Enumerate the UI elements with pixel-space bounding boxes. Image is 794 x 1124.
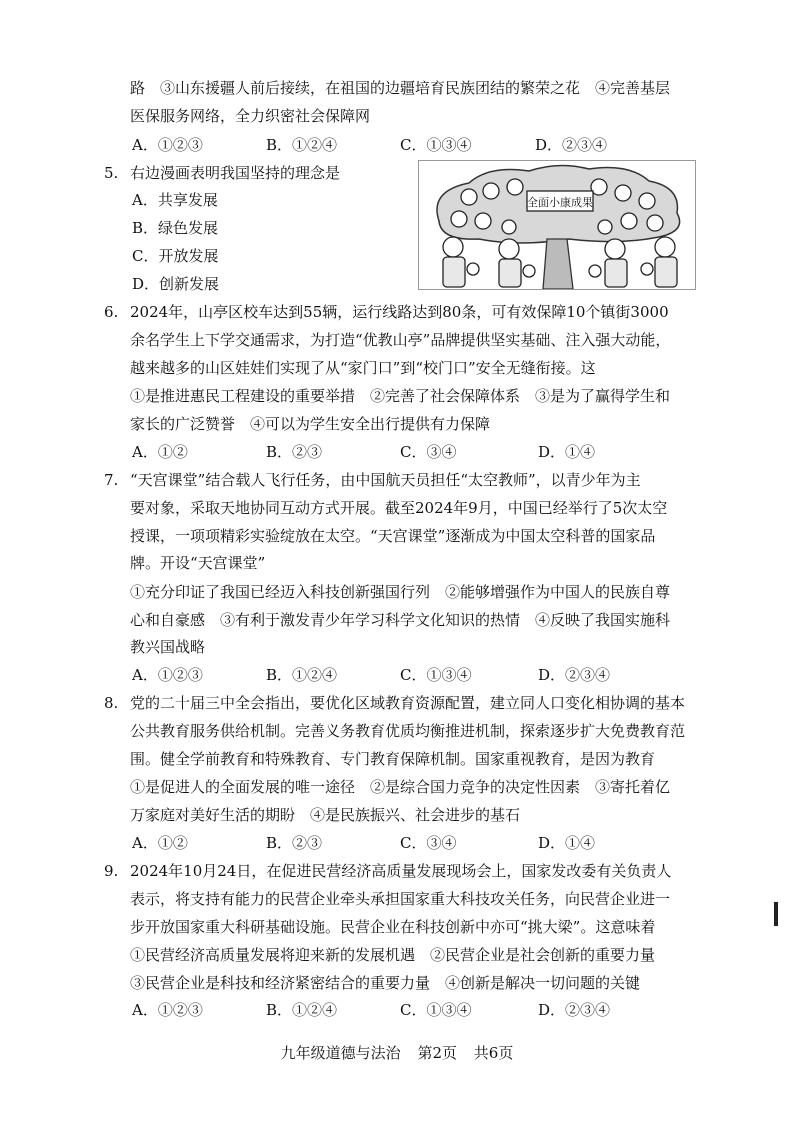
q5-option-b: B．绿色发展 (132, 219, 219, 237)
q9-option-b: B．①②④ (266, 1001, 338, 1019)
q7-line-5: ①充分印证了我国已经迈入科技创新强国行列 ②能够增强作为中国人的民族自尊 (130, 583, 671, 601)
q5-number: 5. (104, 164, 119, 182)
q8-option-d: D．①④ (538, 834, 596, 852)
q4-line-2: 医保服务网络，全力织密社会保障网 (130, 107, 371, 125)
q6-option-d: D．①④ (538, 443, 596, 461)
q8-line-2: 公共教育服务供给机制。完善义务教育优质均衡推进机制，探索逐步扩大免费教育范 (130, 722, 686, 740)
footer-subject: 九年级道德与法治 (280, 1044, 401, 1062)
q4-option-b: B．①②④ (266, 136, 338, 154)
footer-total-pages: 共6页 (473, 1044, 514, 1062)
q6-line-2: 余名学生上下学交通需求，为打造“优教山亭”品牌提供坚实基础、注入强大动能， (130, 331, 671, 349)
q7-line-4: 牌。开设“天宫课堂” (130, 554, 266, 572)
q6-option-b: B．②③ (266, 443, 323, 461)
q4-option-d: D．②③④ (535, 136, 608, 154)
q7-line-3: 授课，一项项精彩实验绽放在太空。“天宫课堂”逐渐成为中国太空科普的国家品 (130, 527, 656, 545)
q9-line-4: ①民营经济高质量发展将迎来新的发展机遇 ②民营企业是社会创新的重要力量 (130, 946, 656, 964)
q7-line-6: 心和自豪感 ③有利于激发青少年学习科学文化知识的热情 ④反映了我国实施科 (130, 611, 671, 629)
cartoon-sign-text: 全面小康成果 (527, 196, 593, 209)
q5-option-d: D．创新发展 (132, 275, 220, 293)
q7-number: 7. (104, 471, 119, 489)
q6-line-1: 2024年，山亭区校车达到55辆，运行线路达到80条，可有效保障10个镇街3000 (130, 303, 669, 321)
q9-line-1: 2024年10月24日，在促进民营经济高质量发展现场会上，国家发改委有关负责人 (130, 862, 672, 880)
q6-line-3: 越来越多的山区娃娃们实现了从“家门口”到“校门口”安全无缝衔接。这 (130, 359, 596, 377)
q7-line-2: 要对象，采取天地协同互动方式开展。截至2024年9月，中国已经举行了5次太空 (130, 499, 668, 517)
page-footer (0, 1042, 794, 1063)
q8-line-5: 万家庭对美好生活的期盼 ④是民族振兴、社会进步的基石 (130, 806, 521, 824)
q5-stem: 右边漫画表明我国坚持的理念是 (130, 164, 341, 182)
q9-number: 9. (104, 862, 119, 880)
q9-option-c: C．①③④ (400, 1001, 472, 1019)
q6-option-c: C．③④ (400, 443, 457, 461)
q8-number: 8. (104, 694, 119, 712)
q6-line-5: 家长的广泛赞誉 ④可以为学生安全出行提供有力保障 (130, 415, 491, 433)
q8-option-a: A．①② (132, 834, 188, 852)
q6-option-a: A．①② (132, 443, 188, 461)
q7-line-1: “天宫课堂”结合载人飞行任务，由中国航天员担任“太空教师”，以青少年为主 (130, 471, 641, 489)
q9-option-d: D．②③④ (538, 1001, 611, 1019)
q5-option-a: A．共享发展 (132, 191, 218, 209)
q9-line-3: 步开放国家重大科研基础设施。民营企业在科技创新中亦可“挑大梁”。这意味着 (130, 918, 656, 936)
q4-option-c: C．①③④ (400, 136, 472, 154)
q9-line-2: 表示，将支持有能力的民营企业牵头承担国家重大科技攻关任务，向民营企业进一 (130, 890, 671, 908)
q4-line-1: 路 ③山东援疆人前后接续，在祖国的边疆培育民族团结的繁荣之花 ④完善基层 (130, 79, 671, 97)
cartoon-tree-illustration (419, 161, 695, 289)
q6-line-4: ①是推进惠民工程建设的重要举措 ②完善了社会保障体系 ③是为了赢得学生和 (130, 387, 671, 405)
development-cartoon (418, 160, 696, 290)
q8-line-4: ①是促进人的全面发展的唯一途径 ②是综合国力竞争的决定性因素 ③寄托着亿 (130, 778, 671, 796)
q7-option-b: B．①②④ (266, 666, 338, 684)
q4-option-a: A．①②③ (132, 136, 203, 154)
q7-option-c: C．①③④ (400, 666, 472, 684)
q9-option-a: A．①②③ (132, 1001, 203, 1019)
q5-option-c: C．开放发展 (132, 247, 219, 265)
q7-option-a: A．①②③ (132, 666, 203, 684)
q7-option-d: D．②③④ (538, 666, 611, 684)
scan-edge-mark (774, 902, 778, 926)
q8-option-b: B．②③ (266, 834, 323, 852)
q6-number: 6. (104, 303, 119, 321)
q8-option-c: C．③④ (400, 834, 457, 852)
q9-line-5: ③民营企业是科技和经济紧密结合的重要力量 ④创新是解决一切问题的关键 (130, 974, 641, 992)
q8-line-1: 党的二十届三中全会指出，要优化区域教育资源配置，建立同人口变化相协调的基本 (130, 694, 686, 712)
q8-line-3: 围。健全学前教育和特殊教育、专门教育保障机制。国家重视教育，是因为教育 (130, 750, 656, 768)
q7-line-7: 教兴国战略 (130, 638, 206, 656)
footer-page-number: 第2页 (417, 1044, 457, 1062)
